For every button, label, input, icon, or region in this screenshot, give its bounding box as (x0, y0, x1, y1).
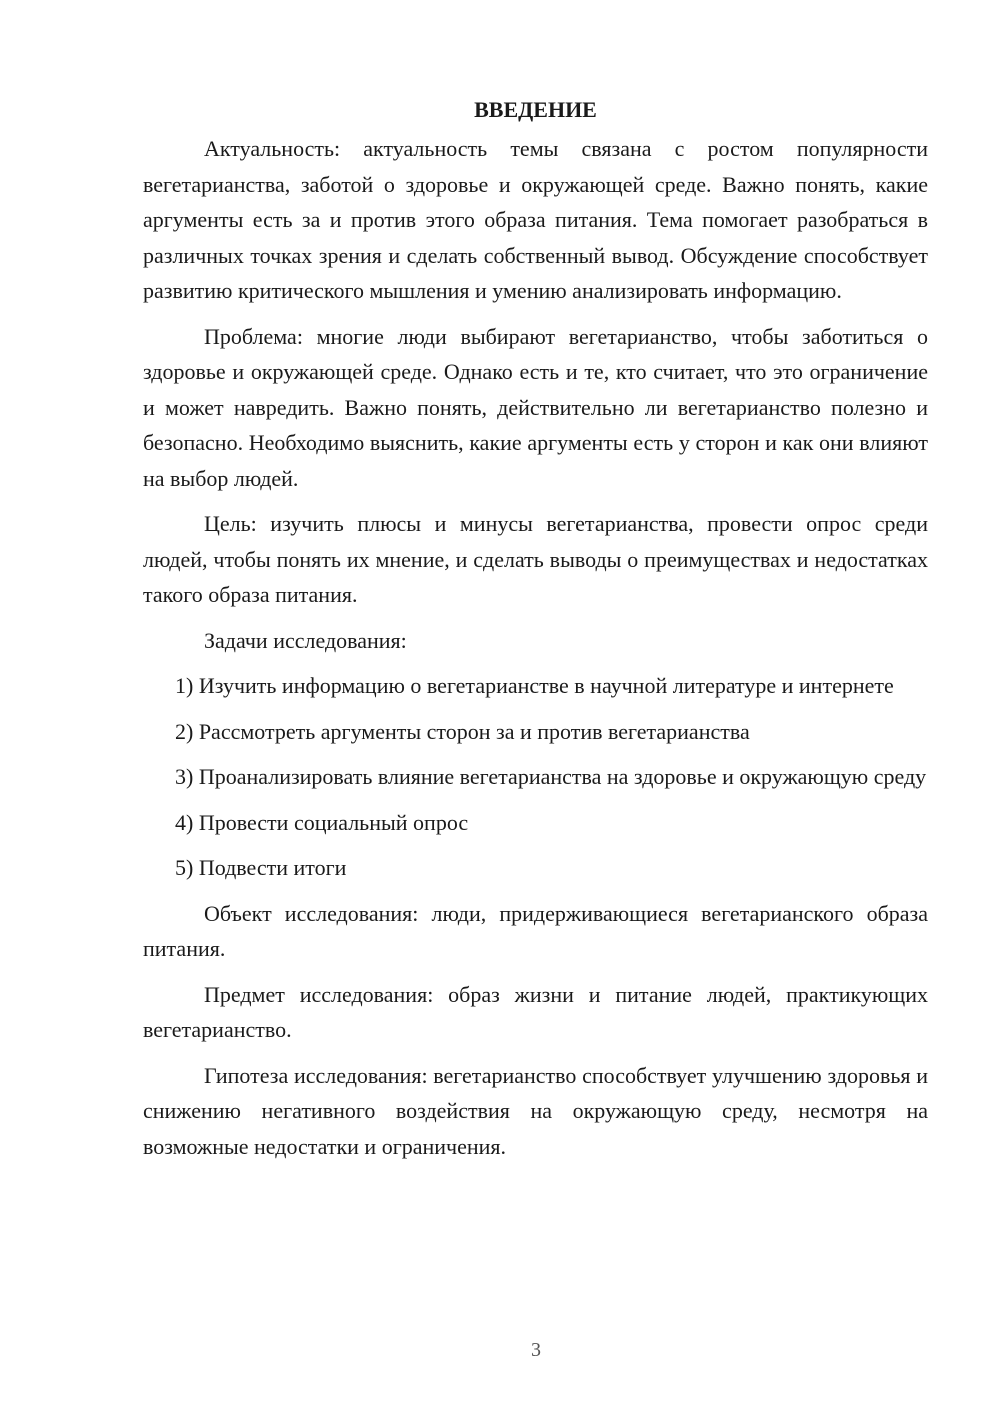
task-item-2: 2) Рассмотреть аргументы сторон за и против вегетарианства (175, 718, 750, 744)
task-item-5: 5) Подвести итоги (175, 855, 347, 880)
paragraph-hypothesis: Гипотеза исследования: вегетарианство способствует улучшению здоровья и снижению негативного воздействия на окружающую среду, несмотря на возможные недостатки и ограничения. (143, 1062, 928, 1159)
section-heading: ВВЕДЕНИЕ (474, 97, 597, 122)
page-number: 3 (531, 1339, 541, 1361)
tasks-title: Задачи исследования: (204, 627, 407, 653)
paragraph-problem: Проблема: многие люди выбирают вегетарианство, чтобы заботиться о здоровье и окружающей среде. Однако есть и те, кто считает, что это ограничение и может навредить. Важно понять, действительно ли вегетарианство полезно и безопасно. Необходимо выяснить, какие аргументы есть у сторон и как они влияют на выбор людей. (143, 323, 928, 491)
paragraph-subject: Предмет исследования: образ жизни и питание людей, практикующих вегетарианство. (143, 981, 928, 1042)
paragraph-relevance: Актуальность: актуальность темы связана с ростом популярности вегетарианства, заботой о здоровье и окружающей среде. Важно понять, какие аргументы есть за и против этого образа питания. Тема помогает разобраться в различных точках зрения и сделать собственный вывод. Обсуждение способствует развитию критического мышления и умению анализировать информацию. (143, 136, 928, 303)
paragraph-goal: Цель: изучить плюсы и минусы вегетарианства, провести опрос среди людей, чтобы понять их мнение, и сделать выводы о преимуществах и недостатках такого образа питания. (143, 511, 928, 607)
task-item-1: 1) Изучить информацию о вегетарианстве в научной литературе и интернете (175, 673, 894, 698)
document-body (143, 92, 928, 1174)
task-item-3: 3) Проанализировать влияние вегетарианства на здоровье и окружающую среду (175, 764, 927, 789)
task-item-4: 4) Провести социальный опрос (175, 809, 469, 835)
paragraph-object: Объект исследования: люди, придерживающиеся вегетарианского образа питания. (143, 900, 928, 961)
